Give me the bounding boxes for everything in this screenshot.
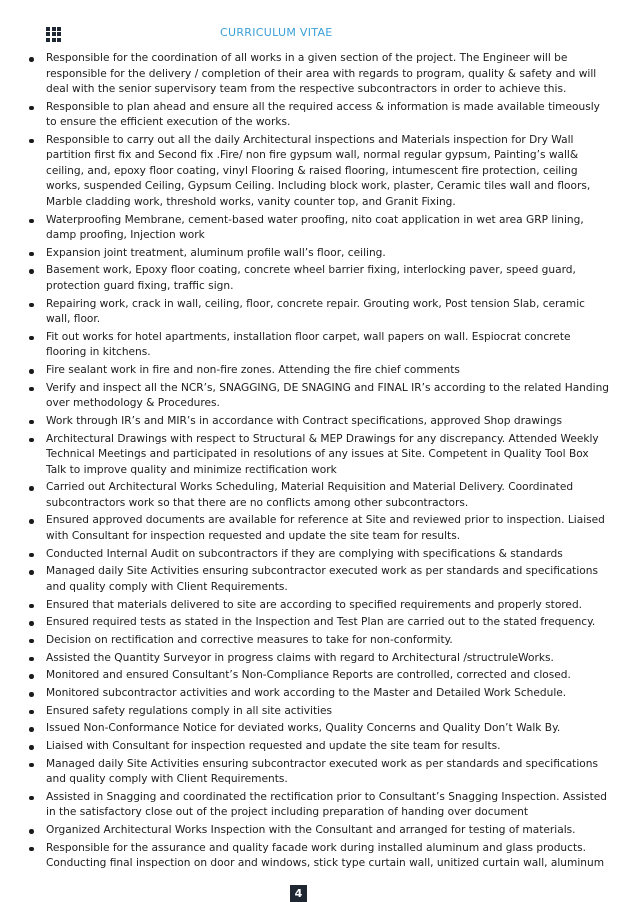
page-number-badge: 4 [290, 885, 307, 902]
page-title: CURRICULUM VITAE [220, 26, 333, 39]
list-item: Assisted the Quantity Surveyor in progress claims with regard to Architectural /structruleWorks. [0, 651, 638, 667]
list-item: Ensured that materials delivered to site are according to specified requirements and properly stored. [0, 598, 638, 614]
responsibilities-list [0, 51, 638, 874]
list-item: Decision on rectification and corrective measures to take for non-conformity. [0, 633, 638, 649]
list-item: Responsible for the assurance and quality facade work during installed aluminum and glass products. Conducting final inspection on door and windows, stick type curtain wall, unitized curtain wall, aluminum [0, 841, 638, 872]
list-item: Conducted Internal Audit on subcontractors if they are complying with specifications & standards [0, 547, 638, 563]
list-item: Work through IR’s and MIR’s in accordance with Contract specifications, approved Shop drawings [0, 414, 638, 430]
list-item: Organized Architectural Works Inspection with the Consultant and arranged for testing of materials. [0, 823, 638, 839]
list-item: Expansion joint treatment, aluminum profile wall’s floor, ceiling. [0, 246, 638, 262]
list-item: Architectural Drawings with respect to Structural & MEP Drawings for any discrepancy. Attended Weekly Technical Meetings and participated in resolutions of any issues at Site. Competent in Quality Tool Box Talk to improve quality and minimize rectification work [0, 432, 638, 479]
grid-menu-icon [46, 27, 61, 42]
list-item: Carried out Architectural Works Scheduling, Material Requisition and Material Delivery. Coordinated subcontractors work so that there are no conflicts among other subcontractors. [0, 480, 638, 511]
list-item: Fire sealant work in fire and non-fire zones. Attending the fire chief comments [0, 363, 638, 379]
header [46, 24, 61, 44]
list-item: Ensured safety regulations comply in all site activities [0, 704, 638, 720]
list-item: Responsible to plan ahead and ensure all the required access & information is made available timeously to ensure the efficient execution of the works. [0, 100, 638, 131]
list-item: Basement work, Epoxy floor coating, concrete wheel barrier fixing, interlocking paver, speed guard, protection guard fixing, traffic sign. [0, 263, 638, 294]
list-item: Monitored subcontractor activities and work according to the Master and Detailed Work Schedule. [0, 686, 638, 702]
list-item: Issued Non-Conformance Notice for deviated works, Quality Concerns and Quality Don’t Walk By. [0, 721, 638, 737]
list-item: Responsible to carry out all the daily Architectural inspections and Materials inspection for Dry Wall partition first fix and Second fix .Fire/ non fire gypsum wall, normal regular gypsum, Painting’s wall& ceiling, and, epoxy floor coating, vinyl Flooring & raised flooring, intumescent fire protection, ceiling works, suspended Ceiling, Gypsum Ceiling. Including block work, plaster, Ceramic tiles wall and floors, Marble cladding work, threshold works, vanity counter top, and Granit Fixing. [0, 133, 638, 211]
list-item: Waterproofing Membrane, cement-based water proofing, nito coat application in wet area GRP lining, damp proofing, Injection work [0, 213, 638, 244]
list-item: Verify and inspect all the NCR’s, SNAGGING, DE SNAGING and FINAL IR’s according to the related Handing over methodology & Procedures. [0, 381, 638, 412]
list-item: Ensured required tests as stated in the Inspection and Test Plan are carried out to the stated frequency. [0, 615, 638, 631]
list-item: Managed daily Site Activities ensuring subcontractor executed work as per standards and specifications and quality comply with Client Requirements. [0, 757, 638, 788]
list-item: Responsible for the coordination of all works in a given section of the project. The Engineer will be responsible for the delivery / completion of their area with regards to program, quality & safety and will deal with the senior supervisory team from the respective subcontractors in order to achieve this. [0, 51, 638, 98]
list-item: Liaised with Consultant for inspection requested and update the site team for results. [0, 739, 638, 755]
list-item: Ensured approved documents are available for reference at Site and reviewed prior to inspection. Liaised with Consultant for inspection requested and update the site team for results. [0, 513, 638, 544]
list-item: Monitored and ensured Consultant’s Non-Compliance Reports are controlled, corrected and closed. [0, 668, 638, 684]
list-item: Managed daily Site Activities ensuring subcontractor executed work as per standards and specifications and quality comply with Client Requirements. [0, 564, 638, 595]
list-item: Repairing work, crack in wall, ceiling, floor, concrete repair. Grouting work, Post tension Slab, ceramic wall, floor. [0, 297, 638, 328]
list-item: Assisted in Snagging and coordinated the rectification prior to Consultant’s Snagging Inspection. Assisted in the satisfactory close out of the project including preparation of handing over document [0, 790, 638, 821]
list-item: Fit out works for hotel apartments, installation floor carpet, wall papers on wall. Espiocrat concrete flooring in kitchens. [0, 330, 638, 361]
